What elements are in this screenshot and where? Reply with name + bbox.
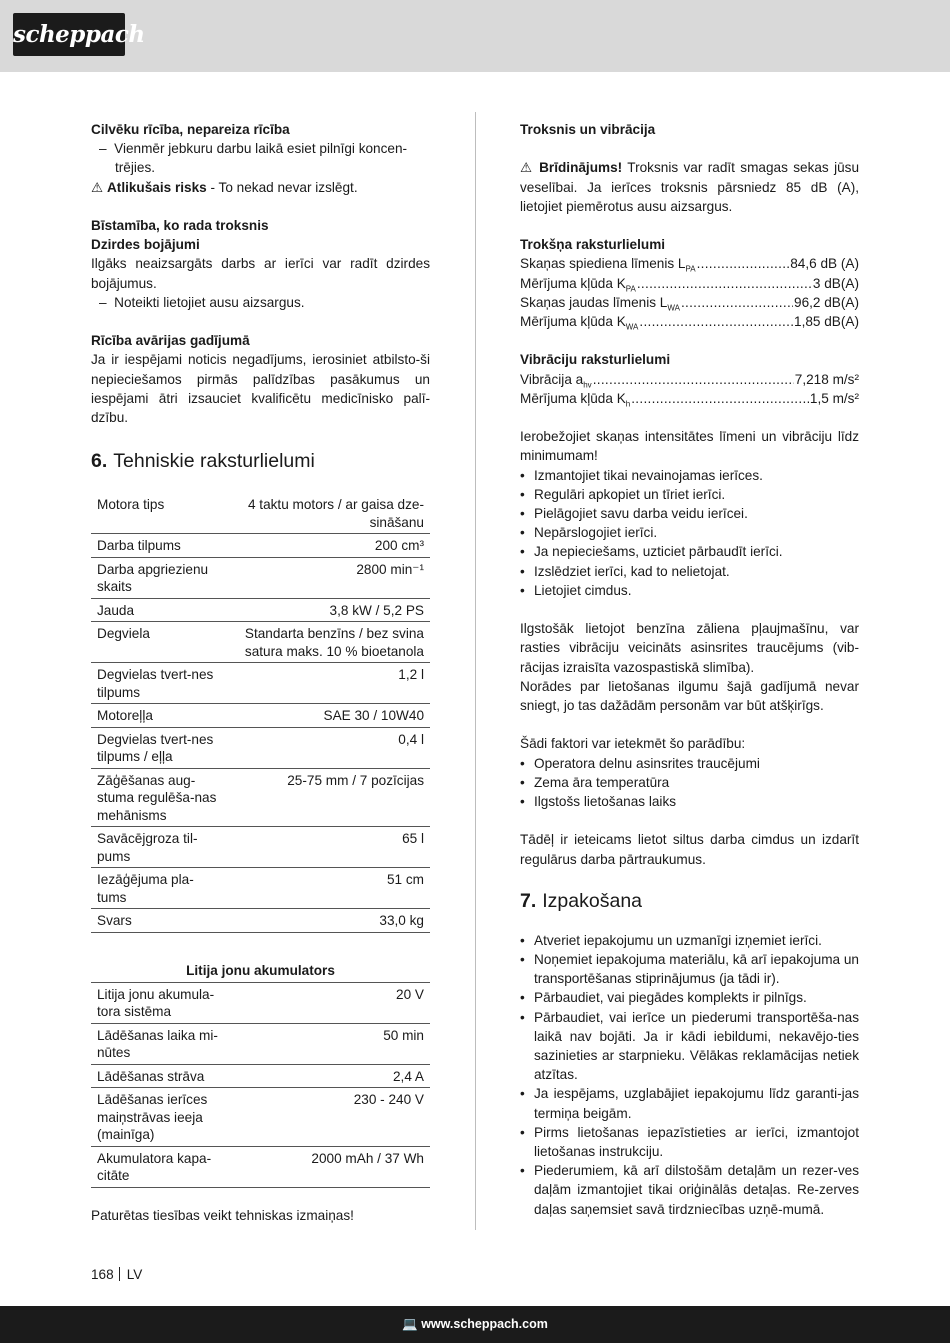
section-title-emergency: Rīcība avārijas gadījumā: [91, 333, 250, 349]
table-row: [91, 622, 430, 663]
bullet-list: [520, 754, 859, 812]
residual-risk-line: ⚠ Atlikušais risks - To nekad nevar izslēgt.: [91, 179, 358, 195]
spec-value: 51 cm: [225, 868, 430, 909]
battery-caption: Litija jonu akumulators: [186, 962, 335, 978]
list-item: • Pārbaudiet, vai ierīce un piederumi transportēša-nas laikā nav bojāti. Ja ir kādi iebildumi, nekavējo-ties sazinieties ar starpnieku. Vēlākas reklamācijas netiek atzītas.: [520, 1009, 859, 1083]
section-title-human-behaviour: Cilvēku rīcība, nepareiza rīcība: [91, 122, 290, 137]
spec-line: Skaņas spiediena līmenis $L_{PA}$ ..... 84,6 dB (A): [520, 254, 859, 273]
vibration-specs-title: Vibrāciju raksturlielumi: [520, 352, 671, 368]
warning-icon: ⚠: [520, 160, 534, 176]
warning-paragraph: ⚠ Brīdinājums! Troksnis var radīt smagas sekas jūsu veselībai. Ja ierīces troksnis pārsniedz 85 dB (A), lietojiet piemērotus ausu aizsargus.: [520, 160, 860, 214]
list-item: • Atveriet iepakojumu un uzmanīgi izņemiet ierīci.: [520, 932, 822, 948]
battery-table: [91, 982, 430, 1188]
list-item: • Regulāri apkopiet un tīriet ierīci.: [520, 486, 726, 502]
spec-value: 65 l: [225, 827, 430, 868]
table-row: [91, 1064, 430, 1088]
noise-specs-title: Trokšņa raksturlielumi: [520, 237, 666, 253]
spec-value: 4 taktu motors / ar gaisa dze-sināšanu: [225, 493, 430, 534]
list-item: • Izslēdziet ierīci, kad to nelietojat.: [520, 563, 730, 579]
spec-key: Motora tips: [91, 493, 225, 534]
list-item: • Pārbaudiet, vai piegādes komplekts ir pilnīgs.: [520, 990, 807, 1006]
table-row: [91, 704, 430, 728]
spec-value: 20 V: [225, 982, 430, 1023]
spec-key: Motoreļļa: [91, 704, 225, 728]
table-row: [91, 982, 430, 1023]
heading-unpacking: 7. Izpakošana: [520, 889, 643, 912]
list-item: • Operatora delnu asinsrites traucējumi: [520, 755, 760, 771]
dash-item: – Noteikti lietojiet ausu aizsargus.: [99, 294, 305, 310]
warning-icon: ⚠: [91, 179, 104, 195]
paragraph: Norādes par lietošanas ilgumu šajā gadījumā nevar sniegt, jo tas dažādām personām var būt atšķirīgs.: [520, 678, 859, 714]
spec-key: Akumulatora kapa-citāte: [91, 1146, 225, 1187]
header-bar: [0, 0, 950, 72]
list-item: • Ja iespējams, uzglabājiet iepakojumu līdz garanti-jas termiņa beigām.: [520, 1086, 859, 1121]
paragraph: Šādi faktori var ietekmēt šo parādību:: [520, 736, 746, 752]
spec-key: Degvielas tvert-nes tilpums / eļļa: [91, 727, 225, 768]
table-row: [91, 663, 430, 704]
list-item: • Noņemiet iepakojuma materiālu, kā arī iepakojuma un transportēšanas stiprinājumus (ja tādi ir).: [520, 952, 859, 987]
spec-key: Degviela: [91, 622, 225, 663]
spec-key: Zāģēšanas aug-stuma regulēša-nas mehānisms: [91, 768, 225, 827]
table-row: [91, 557, 430, 598]
table-row: [91, 827, 430, 868]
table-row: [91, 493, 430, 534]
list-item: • Piederumiem, kā arī dilstošām detaļām un rezer-ves daļām izmantojiet tikai oriģinālās detaļas. Re-zerves daļas saņemsiet savā tirdzniecības uzņē-mumā.: [520, 1163, 859, 1217]
list-item: • Ilgstošs lietošanas laiks: [520, 794, 677, 810]
spec-line: Skaņas jaudas līmenis $L_{WA}$ ..... 96,2 dB(A): [520, 293, 859, 312]
spec-key: Degvielas tvert-nes tilpums: [91, 663, 225, 704]
spec-key: Darba apgriezienu skaits: [91, 557, 225, 598]
table-row: [91, 534, 430, 558]
bullet-list: [520, 931, 859, 1219]
footnote: Paturētas tiesības veikt tehniskas izmaiņas!: [91, 1207, 354, 1223]
monitor-icon: 💻: [402, 1317, 418, 1331]
section-title-noise-vibration: Troksnis un vibrācija: [520, 122, 656, 137]
left-column: [91, 120, 430, 1225]
paragraph: Ilgstošāk lietojot benzīna zāliena pļaujmašīnu, var rasties vibrāciju veicināts asinsrites traucējums (vib-rācijas izraisīta vazospastiskā slimība).: [520, 621, 859, 675]
heading-technical-data: 6. Tehniskie raksturlielumi: [91, 450, 315, 473]
spec-value: 0,4 l: [225, 727, 430, 768]
spec-value: 1,2 l: [225, 663, 430, 704]
spec-value: Standarta benzīns / bez svina satura maks. 10 % bioetanola: [225, 622, 430, 663]
spec-table: [91, 493, 430, 933]
table-row: [91, 1146, 430, 1187]
spec-value: 3,8 kW / 5,2 PS: [225, 598, 430, 622]
list-item: • Ja nepieciešams, uzticiet pārbaudīt ierīci.: [520, 544, 783, 560]
spec-key: Svars: [91, 909, 225, 933]
spec-key: Iezāģējuma pla-tums: [91, 868, 225, 909]
spec-value: 2000 mAh / 37 Wh: [225, 1146, 430, 1187]
section-subtitle-hearing: Dzirdes bojājumi: [91, 237, 200, 253]
spec-value: 33,0 kg: [225, 909, 430, 933]
table-row: [91, 868, 430, 909]
paragraph: Ilgāks neaizsargāts darbs ar ierīci var radīt dzirdes bojājumus.: [91, 256, 430, 291]
spec-key: Litija jonu akumula-tora sistēma: [91, 982, 225, 1023]
right-column: [520, 120, 859, 1219]
spec-key: Lādēšanas laika mi-nūtes: [91, 1023, 225, 1064]
page-number: 168 LV: [91, 1267, 143, 1282]
paragraph: Ja ir iespējami noticis negadījums, ierosiniet atbilsto-ši nepieciešamos pirmās palīdzības pasākumus un iespējami ātri izsauciet kvalificētu medicīnisko palī-dzību.: [91, 352, 430, 426]
section-title-noise-hazard: Bīstamība, ko rada troksnis: [91, 218, 269, 233]
noise-specs-list: [520, 254, 859, 331]
brand-logo: scheppach: [13, 13, 125, 56]
spec-value: 2800 min⁻¹: [225, 557, 430, 598]
paragraph: Tādēļ ir ieteicams lietot siltus darba cimdus un izdarīt regulārus darba pārtraukumus.: [520, 832, 859, 867]
table-row: [91, 727, 430, 768]
list-item: • Lietojiet cimdus.: [520, 582, 632, 598]
vibration-specs-list: [520, 370, 859, 408]
spec-line: Mērījuma kļūda $K_{PA}$ ..... 3 dB(A): [520, 274, 859, 293]
table-row: [91, 1023, 430, 1064]
table-row: [91, 1088, 430, 1147]
spec-key: Lādēšanas strāva: [91, 1064, 225, 1088]
dash-item: – Vienmēr jebkuru darbu laikā esiet pilnīgi koncen-trējies.: [99, 141, 408, 176]
spec-value: 25-75 mm / 7 pozīcijas: [225, 768, 430, 827]
website-link[interactable]: www.scheppach.com: [421, 1317, 548, 1331]
spec-key: Darba tilpums: [91, 534, 225, 558]
list-item: • Zema āra temperatūra: [520, 774, 670, 790]
list-item: • Pirms lietošanas iepazīstieties ar ierīci, izmantojot lietošanas instrukciju.: [520, 1124, 859, 1160]
list-item: • Izmantojiet tikai nevainojamas ierīces.: [520, 467, 763, 483]
paragraph: Ierobežojiet skaņas intensitātes līmeni un vibrāciju līdz minimumam!: [520, 429, 859, 464]
spec-value: 230 - 240 V: [225, 1088, 430, 1147]
spec-key: Savācējgroza til-pums: [91, 827, 225, 868]
bullet-list: [520, 466, 859, 600]
spec-key: Jauda: [91, 598, 225, 622]
spec-value: SAE 30 / 10W40: [225, 704, 430, 728]
list-item: • Nepārslogojiet ierīci.: [520, 525, 658, 541]
spec-line: Vibrācija $a_{hv}$ ..... 7,218 m/s²: [520, 370, 859, 389]
spec-value: 50 min: [225, 1023, 430, 1064]
spec-value: 2,4 A: [225, 1064, 430, 1088]
table-row: [91, 909, 430, 933]
spec-line: Mērījuma kļūda $K_{WA}$ ..... 1,85 dB(A): [520, 312, 859, 331]
table-row: [91, 768, 430, 827]
table-row: [91, 598, 430, 622]
spec-value: 200 cm³: [225, 534, 430, 558]
column-divider: [475, 112, 476, 1230]
list-item: • Pielāgojiet savu darba veidu ierīcei.: [520, 506, 748, 521]
spec-line: Mērījuma kļūda $K_h$ ..... 1,5 m/s²: [520, 389, 859, 408]
footer-bar: [0, 1306, 950, 1343]
spec-key: Lādēšanas ierīces maiņstrāvas ieeja (mainīga): [91, 1088, 225, 1147]
